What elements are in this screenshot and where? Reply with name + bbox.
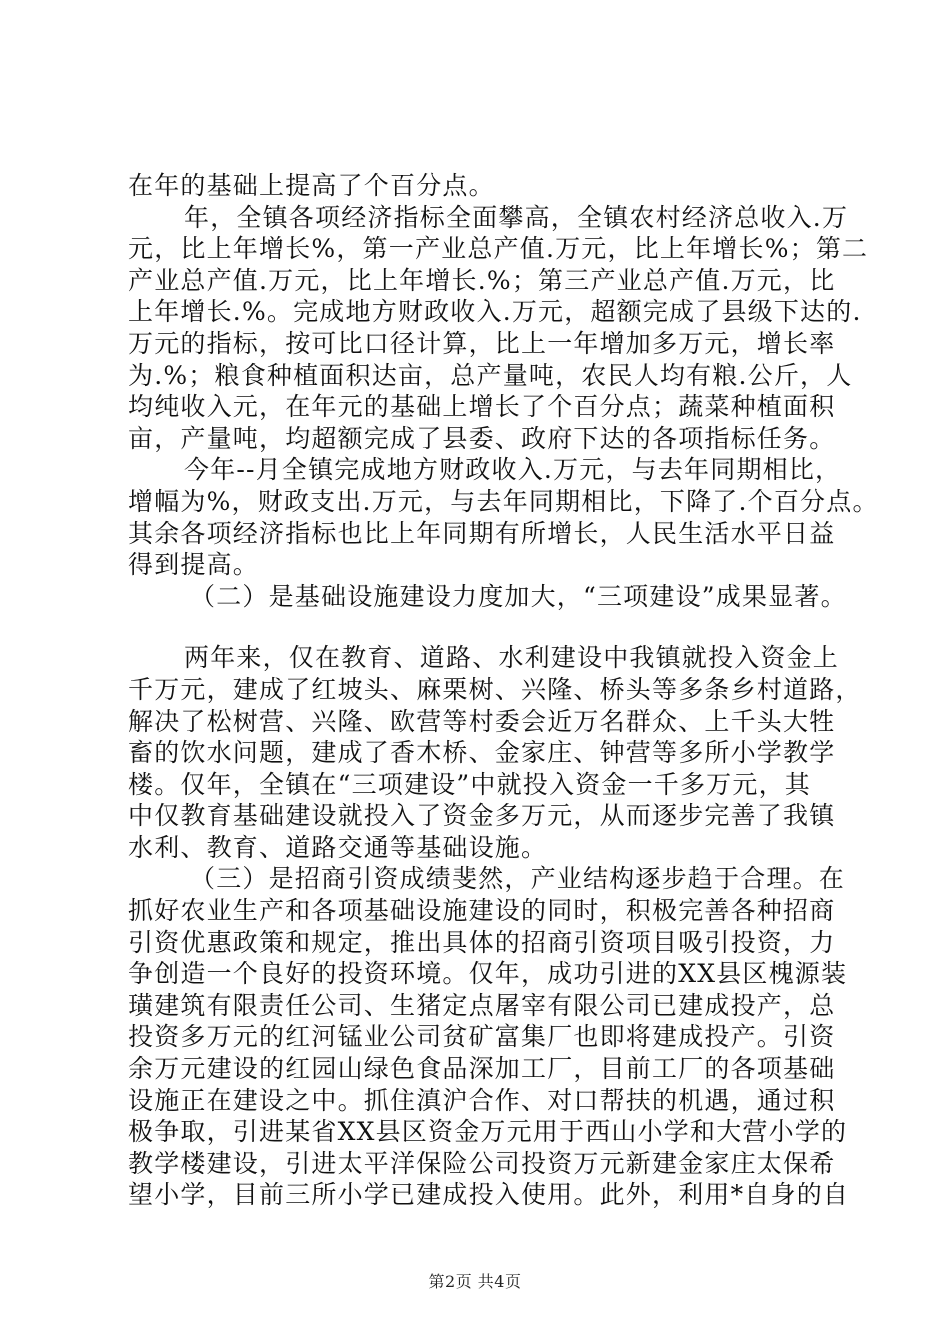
text-line: 争创造一个良好的投资环境。仅年，成功引进的XX县区槐源装: [128, 959, 848, 989]
text-line: 其余各项经济指标也比上年同期有所增长，人民生活水平日益: [128, 518, 836, 548]
text-line: 投资多万元的红河锰业公司贫矿富集厂也即将建成投产。引资: [128, 1022, 836, 1052]
text-line: 为.%；粮食种植面积达亩，总产量吨，农民人均有粮.公斤，人: [128, 360, 853, 390]
text-line: 元，比上年增长%，第一产业总产值.万元，比上年增长%；第二: [128, 234, 869, 264]
text-line: 余万元建设的红园山绿色食品深加工厂，目前工厂的各项基础: [128, 1054, 836, 1084]
text-line: 上年增长.%。完成地方财政收入.万元，超额完成了县级下达的.: [128, 297, 862, 327]
text-line: 抓好农业生产和各项基础设施建设的同时，积极完善各种招商: [128, 896, 836, 926]
text-line: 得到提高。: [128, 550, 260, 580]
page-footer: 第2页 共4页: [428, 1272, 522, 1291]
text-line: 畜的饮水问题，建成了香木桥、金家庄、钟营等多所小学教学: [128, 738, 836, 768]
text-line: 水利、教育、道路交通等基础设施。: [128, 832, 548, 862]
text-line: 万元的指标，按可比口径计算，比上一年增加多万元，增长率: [128, 328, 836, 358]
text-line: 今年--月全镇完成地方财政收入.万元，与去年同期相比，: [184, 455, 842, 485]
text-line: 年，全镇各项经济指标全面攀高，全镇农村经济总收入.万: [184, 202, 849, 232]
text-line: 增幅为%，财政支出.万元，与去年同期相比，下降了.个百分点。: [128, 486, 879, 516]
text-line: 引资优惠政策和规定，推出具体的招商引资项目吸引投资，力: [128, 927, 836, 957]
text-line: 璜建筑有限责任公司、生猪定点屠宰有限公司已建成投产，总: [128, 990, 836, 1020]
paragraph: [128, 581, 847, 613]
text-line: 千万元，建成了红坡头、麻栗树、兴隆、桥头等多条乡村道路，: [128, 674, 862, 704]
text-line: （三）是招商引资成绩斐然，产业结构逐步趋于合理。在: [190, 864, 846, 894]
text-line: 解决了松树营、兴隆、欧营等村委会近万名群众、上千头大牲: [128, 706, 836, 736]
text-line: （二）是基础设施建设力度加大，“三项建设”成果显著。: [190, 581, 847, 611]
text-line: 亩，产量吨，均超额完成了县委、政府下达的各项指标任务。: [128, 423, 836, 453]
paragraph: [128, 202, 869, 455]
document-body: [128, 170, 879, 1211]
paragraph: [128, 863, 850, 1211]
text-line: 望小学，目前三所小学已建成投入使用。此外，利用*自身的自: [128, 1180, 850, 1210]
paragraph-gap: [128, 612, 840, 642]
text-line: 两年来，仅在教育、道路、水利建设中我镇就投入资金上: [184, 643, 840, 673]
text-line: 教学楼建设，引进太平洋保险公司投资万元新建金家庄太保希: [128, 1148, 836, 1178]
text-line: 设施正在建设之中。抓住滇沪合作、对口帮扶的机遇，通过积: [128, 1085, 836, 1115]
paragraph: [128, 170, 840, 202]
paragraph: [128, 642, 862, 863]
text-line: 中仅教育基础建设就投入了资金多万元，从而逐步完善了我镇: [128, 801, 836, 831]
text-line: 产业总产值.万元，比上年增长.%；第三产业总产值.万元，比: [128, 265, 836, 295]
text-line: 在年的基础上提高了个百分点。: [128, 171, 495, 200]
paragraph: [128, 454, 879, 580]
text-line: 极争取，引进某省XX县区资金万元用于西山小学和大营小学的: [128, 1117, 848, 1147]
text-line: 楼。仅年，全镇在“三项建设”中就投入资金一千多万元，其: [128, 769, 811, 799]
text-line: 均纯收入元，在年元的基础上增长了个百分点；蔬菜种植面积: [128, 392, 836, 422]
